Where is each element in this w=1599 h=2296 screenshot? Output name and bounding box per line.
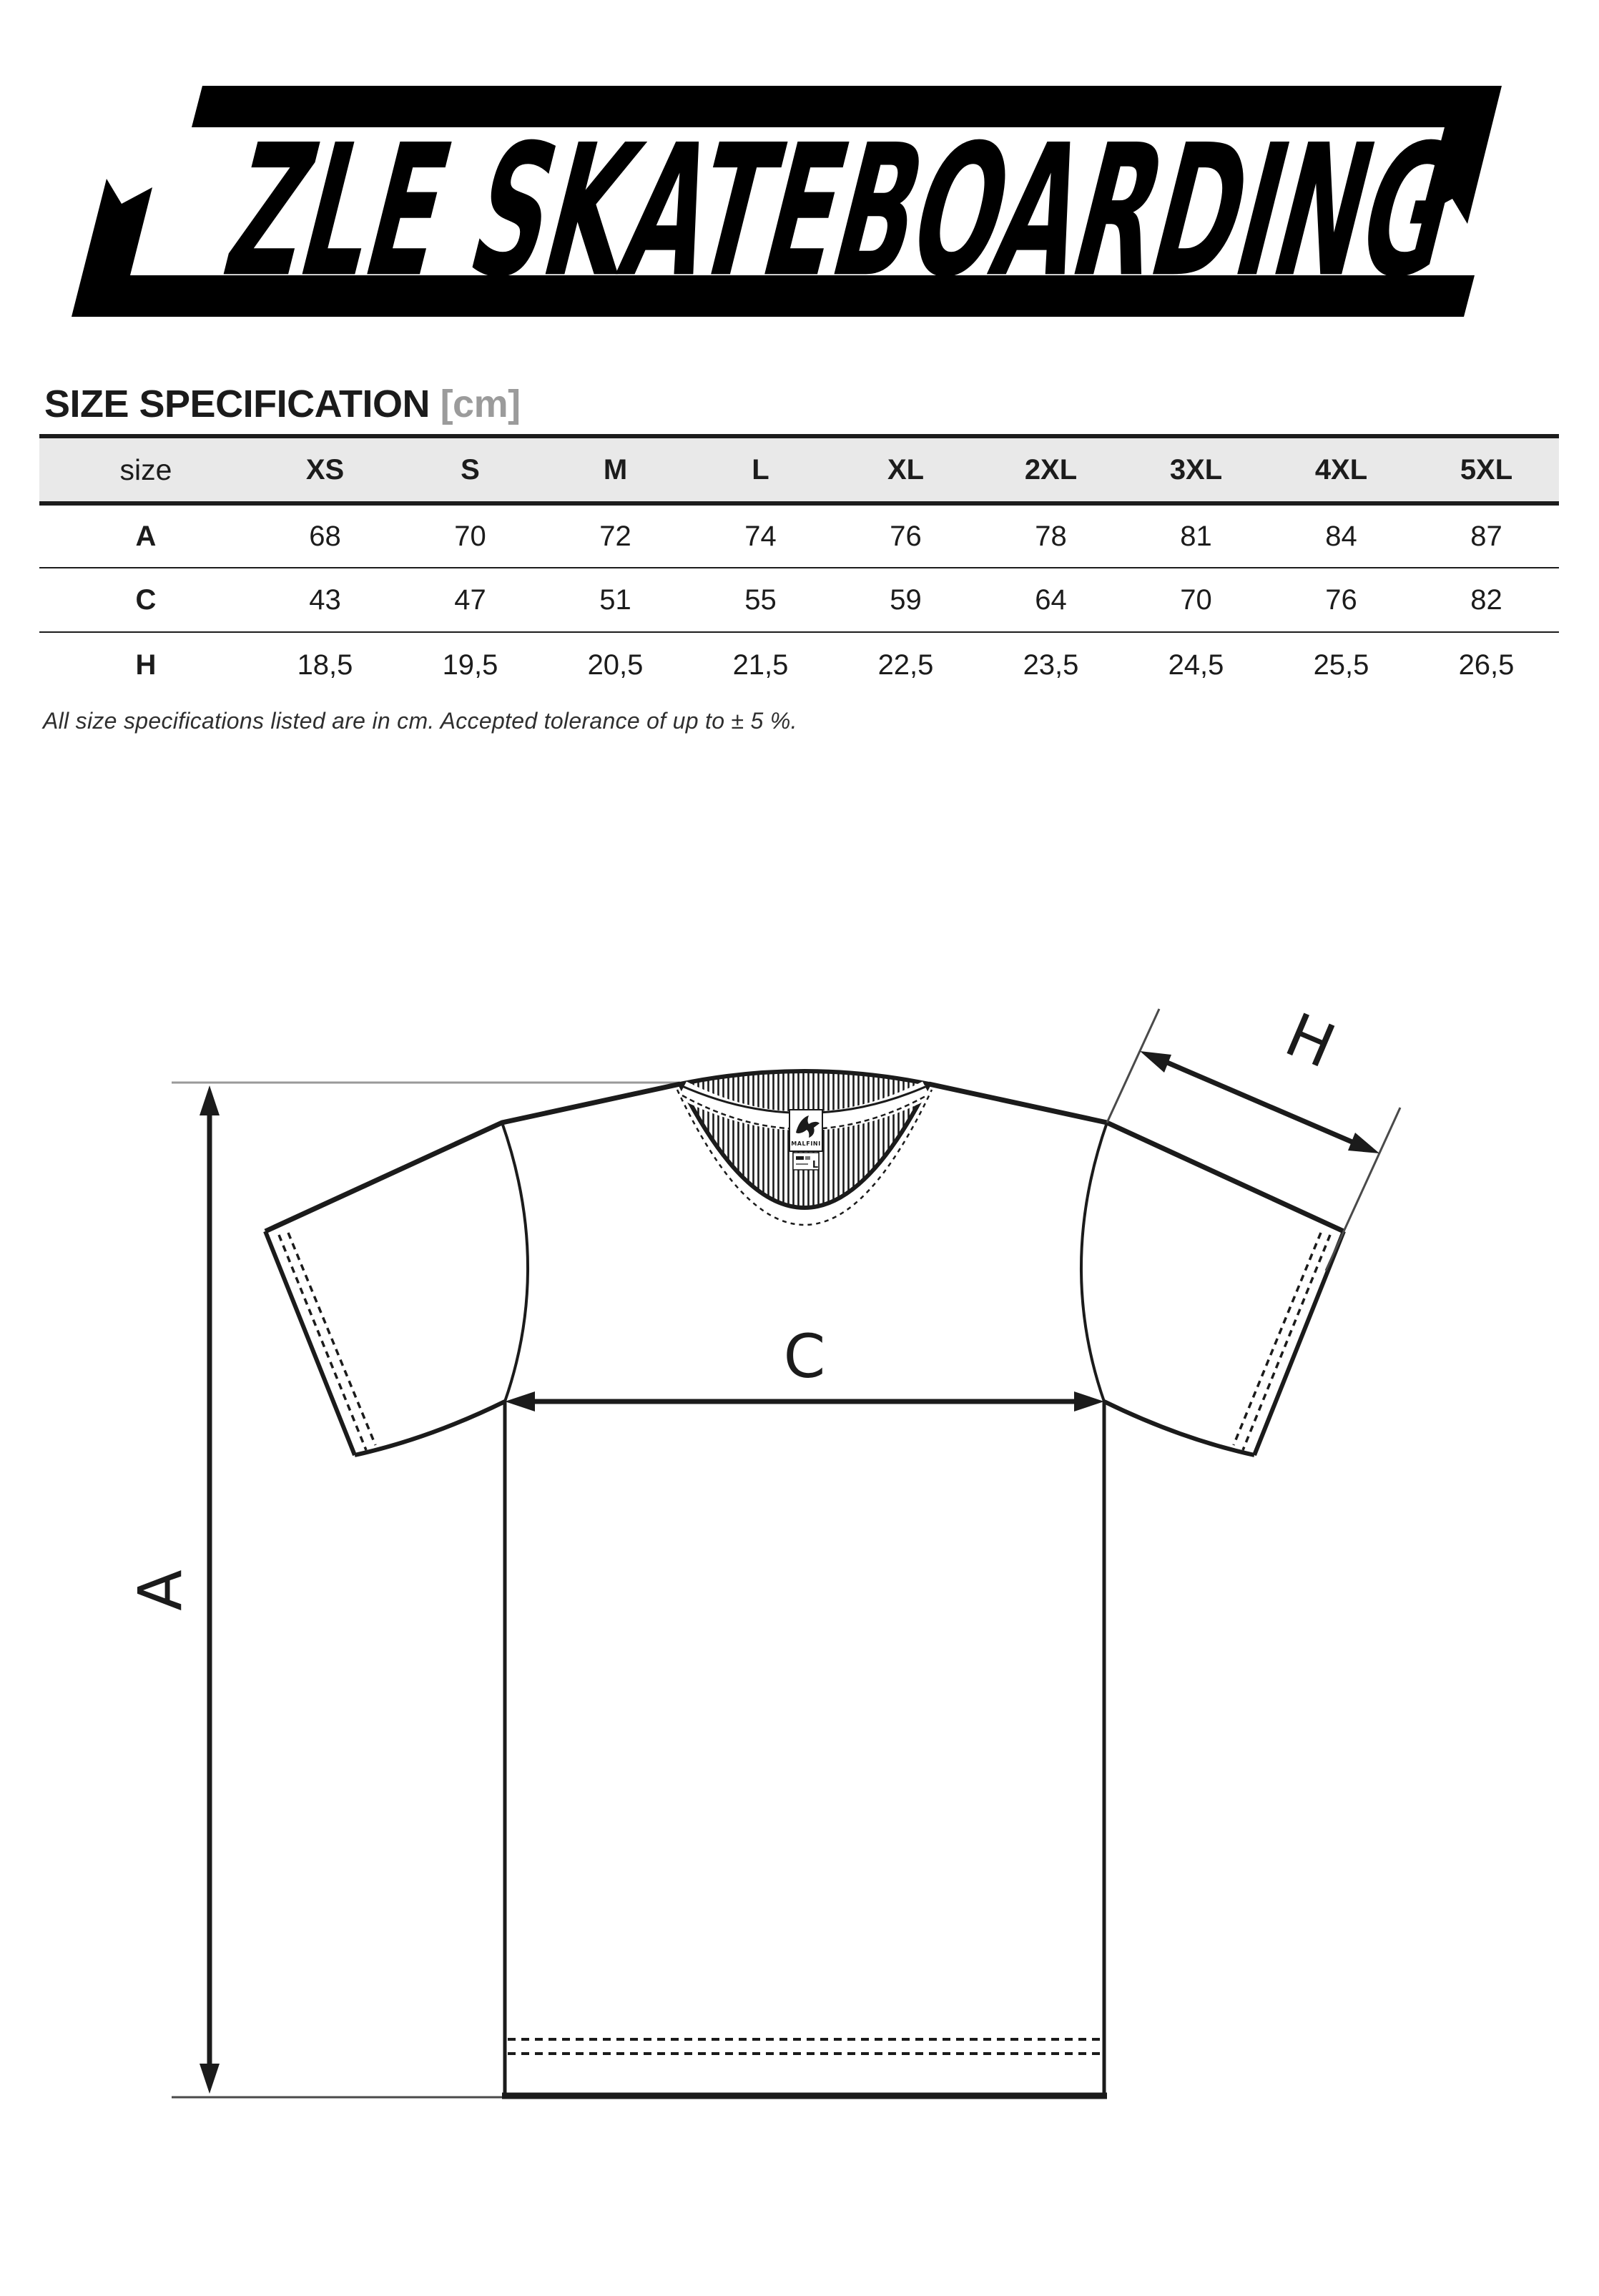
cell-c-4xl: 76	[1325, 583, 1357, 616]
table-row-a	[39, 503, 1559, 568]
tshirt-outline	[265, 1084, 1344, 2096]
cell-c-3xl: 70	[1180, 583, 1212, 616]
column-header-5xl: 5XL	[1460, 453, 1513, 486]
arrowhead-right-icon	[1074, 1391, 1104, 1411]
page-title-unit: [cm]	[440, 383, 521, 425]
size-tag-mark	[796, 1156, 804, 1160]
table-header-row	[39, 436, 1559, 503]
column-header-l: L	[752, 453, 769, 486]
right-sleeve-underside	[1104, 1401, 1254, 1455]
cell-c-m: 51	[599, 583, 631, 616]
left-sleeve-underside	[355, 1401, 505, 1455]
arrowhead-up-icon	[200, 1085, 220, 1115]
cell-h-l: 21,5	[732, 649, 789, 681]
row-label-c: C	[135, 583, 157, 616]
cell-h-s: 19,5	[442, 649, 498, 681]
neck-label	[789, 1110, 822, 1171]
left-cuff-stitch-2	[288, 1233, 375, 1445]
dimension-arrow-h	[1107, 1000, 1400, 1271]
logo-wordmark: ZLE SKATEBOARDING	[208, 105, 1129, 317]
cell-h-m: 20,5	[587, 649, 644, 681]
right-armhole-seam	[1081, 1123, 1107, 1401]
arrowhead-down-icon	[200, 2064, 220, 2094]
page-title-text: SIZE SPECIFICATION	[44, 383, 431, 425]
neck-label-size: L	[812, 1160, 819, 1171]
arrowhead-upleft-icon	[1140, 1051, 1171, 1073]
cell-h-3xl: 24,5	[1168, 649, 1224, 681]
cell-a-4xl: 84	[1325, 520, 1357, 552]
column-header-m: M	[603, 453, 628, 486]
right-shoulder-line	[929, 1084, 1344, 1231]
right-cuff-edge	[1254, 1231, 1344, 1455]
cell-a-2xl: 78	[1035, 520, 1067, 552]
cell-h-4xl: 25,5	[1313, 649, 1369, 681]
arrowhead-downright-icon	[1348, 1133, 1379, 1153]
cell-a-l: 74	[744, 520, 777, 552]
tshirt-measurement-diagram	[0, 987, 1599, 2296]
cell-c-l: 55	[744, 583, 777, 616]
right-cuff-stitch-2	[1234, 1233, 1321, 1445]
cell-a-xl: 76	[890, 520, 922, 552]
column-header-2xl: 2XL	[1024, 453, 1078, 486]
cell-h-2xl: 23,5	[1023, 649, 1079, 681]
column-header-size: size	[119, 453, 172, 486]
table-row-c	[39, 568, 1559, 632]
page-title	[44, 382, 521, 426]
cell-c-2xl: 64	[1035, 583, 1067, 616]
h-extension-line-right	[1326, 1108, 1400, 1271]
cell-c-5xl: 82	[1470, 583, 1502, 616]
cell-a-m: 72	[599, 520, 631, 552]
cell-a-5xl: 87	[1470, 520, 1502, 552]
left-cuff-edge	[265, 1231, 355, 1455]
dimension-label-c: C	[783, 1321, 826, 1391]
dimension-arrow-c	[505, 1321, 1104, 1411]
arrowhead-left-icon	[505, 1391, 535, 1411]
cell-h-5xl: 26,5	[1458, 649, 1515, 681]
dimension-label-a: A	[125, 1570, 195, 1611]
cell-h-xs: 18,5	[297, 649, 353, 681]
cell-c-xs: 43	[309, 583, 341, 616]
cell-a-3xl: 81	[1180, 520, 1212, 552]
neck-label-brand: MALFINI	[791, 1140, 821, 1147]
tolerance-note: All size specifications listed are in cm. Accepted tolerance of up to ± 5 %.	[43, 708, 797, 734]
h-extension-line-left	[1107, 1009, 1159, 1123]
table-row-h	[39, 632, 1559, 698]
row-label-h: H	[135, 649, 157, 681]
right-cuff-stitch-1	[1243, 1235, 1330, 1450]
left-cuff-stitch-1	[279, 1235, 366, 1450]
size-table	[39, 434, 1559, 698]
cell-h-xl: 22,5	[877, 649, 934, 681]
cell-a-xs: 68	[309, 520, 341, 552]
dimension-label-h: H	[1276, 999, 1345, 1082]
left-armhole-seam	[502, 1123, 528, 1401]
dimension-arrow-a	[125, 1085, 220, 2094]
column-header-4xl: 4XL	[1314, 453, 1368, 486]
column-header-xs: XS	[305, 453, 345, 486]
cell-c-s: 47	[454, 583, 486, 616]
brand-logo	[0, 0, 1599, 358]
size-tag-mark-2	[805, 1156, 810, 1160]
left-shoulder-line	[265, 1084, 680, 1231]
cell-a-s: 70	[454, 520, 486, 552]
column-header-3xl: 3XL	[1169, 453, 1223, 486]
cell-c-xl: 59	[890, 583, 922, 616]
column-header-xl: XL	[887, 453, 925, 486]
row-label-a: A	[135, 520, 157, 552]
column-header-s: S	[461, 453, 480, 486]
